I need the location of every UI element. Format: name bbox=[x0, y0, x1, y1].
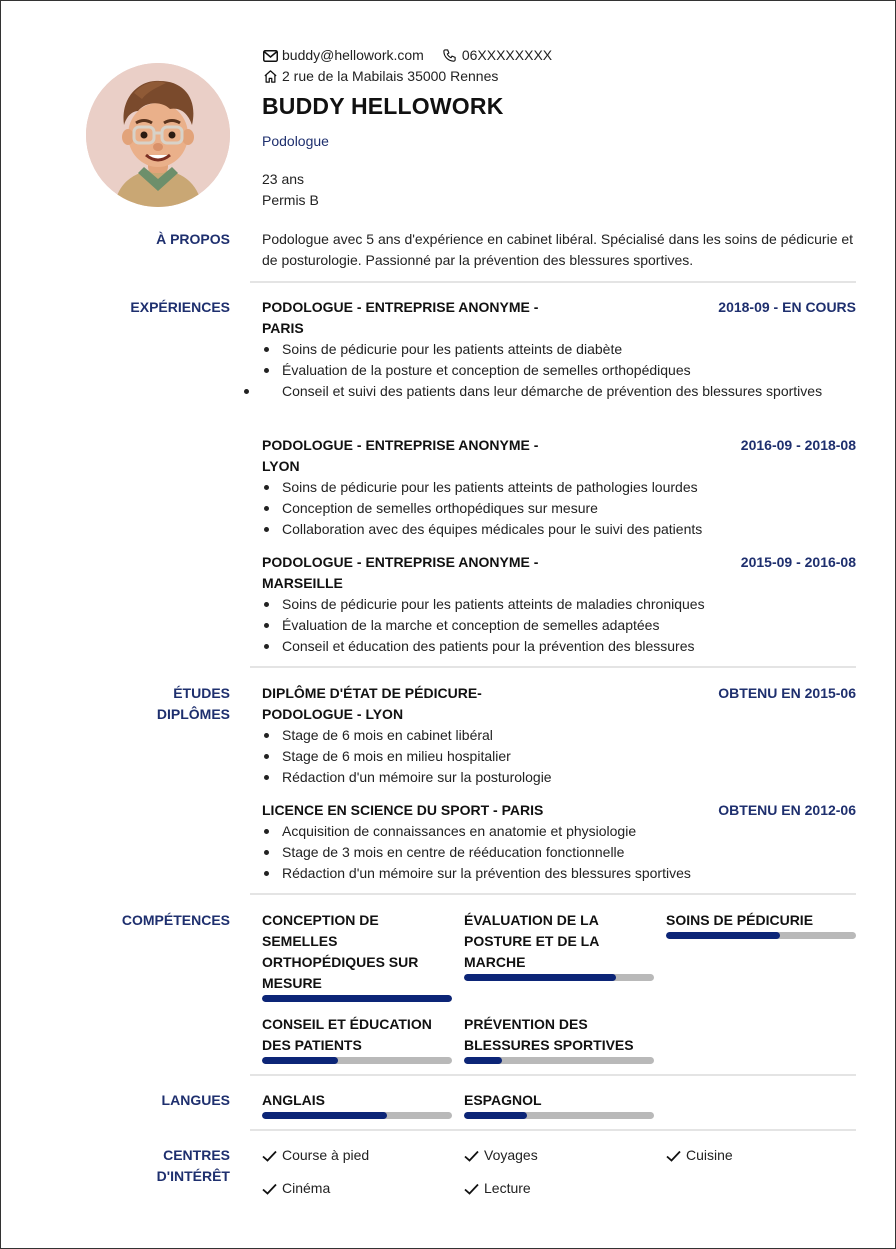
contact-row-primary bbox=[262, 45, 552, 66]
language-item bbox=[464, 1090, 654, 1119]
skill-name: PRÉVENTION DES BLESSURES SPORTIVES bbox=[464, 1016, 634, 1053]
education-entry bbox=[262, 683, 856, 788]
skill-bar bbox=[464, 1057, 654, 1064]
section-label-interests bbox=[60, 1145, 230, 1187]
email-link[interactable]: buddy@hellowork.com bbox=[282, 47, 424, 63]
interest-label: Course à pied bbox=[282, 1147, 370, 1163]
language-bar bbox=[464, 1112, 654, 1119]
interest-item bbox=[262, 1178, 330, 1199]
check-icon bbox=[464, 1150, 479, 1162]
divider bbox=[250, 666, 856, 668]
education-bullets bbox=[262, 821, 856, 884]
bullet-item: Conception de semelles orthopédiques sur mesure bbox=[282, 498, 856, 519]
skill-bar bbox=[666, 932, 856, 939]
experience-date: 2016-09 - 2018-08 bbox=[740, 437, 856, 453]
language-bar-fill bbox=[262, 1112, 387, 1119]
candidate-name: BUDDY HELLOWORK bbox=[262, 93, 504, 119]
section-label-languages: LANGUES bbox=[161, 1092, 230, 1108]
interest-label: Cinéma bbox=[282, 1180, 331, 1196]
section-label-education-line1: ÉTUDES bbox=[173, 685, 230, 701]
bullet-item: Conseil et éducation des patients pour la prévention des blessures bbox=[282, 636, 856, 657]
interest-label: Voyages bbox=[484, 1147, 538, 1163]
skill-name: CONCEPTION DE SEMELLES ORTHOPÉDIQUES SUR MESURE bbox=[262, 912, 419, 991]
skill-bar-fill bbox=[262, 995, 452, 1002]
skill-bar bbox=[262, 1057, 452, 1064]
bullet-item: Conseil et suivi des patients dans leur démarche de prévention des blessures sportives bbox=[262, 381, 856, 402]
skill-item bbox=[464, 910, 654, 981]
skill-name: ÉVALUATION DE LA POSTURE ET DE LA MARCHE bbox=[464, 912, 599, 970]
divider bbox=[250, 1074, 856, 1076]
interest-item bbox=[464, 1178, 531, 1199]
phone-icon bbox=[442, 48, 458, 64]
section-label-about: À PROPOS bbox=[156, 231, 230, 247]
experience-entry bbox=[262, 552, 856, 657]
bullet-item: Évaluation de la marche et conception de semelles adaptées bbox=[282, 615, 856, 636]
job-title: Podologue bbox=[262, 133, 329, 149]
language-name: ESPAGNOL bbox=[464, 1092, 542, 1108]
bullet-item: Collaboration avec des équipes médicales pour le suivi des patients bbox=[282, 519, 856, 540]
avatar bbox=[86, 63, 230, 207]
skill-name: SOINS DE PÉDICURIE bbox=[666, 912, 814, 928]
section-label-interests-line1: CENTRES bbox=[163, 1147, 230, 1163]
address-text: 2 rue de la Mabilais 35000 Rennes bbox=[282, 68, 499, 84]
interest-label: Cuisine bbox=[686, 1147, 733, 1163]
interest-item bbox=[262, 1145, 369, 1166]
check-icon bbox=[262, 1183, 277, 1195]
skill-bar-fill bbox=[464, 1057, 502, 1064]
language-bar bbox=[262, 1112, 452, 1119]
section-label-education bbox=[60, 683, 230, 725]
experience-title: PODOLOGUE - ENTREPRISE ANONYME - MARSEILLE bbox=[262, 554, 539, 591]
education-bullets bbox=[262, 725, 856, 788]
experience-entry bbox=[262, 435, 856, 540]
experience-title: PODOLOGUE - ENTREPRISE ANONYME - LYON bbox=[262, 437, 539, 474]
about-text: Podologue avec 5 ans d'expérience en cabinet libéral. Spécialisé dans les soins de pédicurie et de posturologie. Passionné par la prévention des blessures sportives. bbox=[262, 231, 854, 268]
phone-link[interactable]: 06XXXXXXXX bbox=[461, 47, 553, 63]
language-item bbox=[262, 1090, 452, 1119]
age-text: 23 ans bbox=[262, 171, 305, 187]
experience-date: 2018-09 - EN COURS bbox=[718, 299, 856, 315]
bullet-item: Acquisition de connaissances en anatomie et physiologie bbox=[282, 821, 856, 842]
contact-block bbox=[262, 45, 552, 87]
divider bbox=[250, 893, 856, 895]
education-entry bbox=[262, 800, 856, 884]
experience-entry bbox=[262, 297, 856, 402]
section-label-education-line2: DIPLÔMES bbox=[156, 706, 230, 722]
language-name: ANGLAIS bbox=[262, 1092, 325, 1108]
check-icon bbox=[262, 1150, 277, 1162]
education-title: DIPLÔME D'ÉTAT DE PÉDICURE-PODOLOGUE - LYON bbox=[262, 685, 482, 722]
license-text: Permis B bbox=[262, 192, 319, 208]
experience-title: PODOLOGUE - ENTREPRISE ANONYME - PARIS bbox=[262, 299, 539, 336]
experience-bullets bbox=[262, 477, 856, 540]
section-label-interests-line2: D'INTÉRÊT bbox=[156, 1168, 230, 1184]
bullet-item: Rédaction d'un mémoire sur la posturologie bbox=[282, 767, 856, 788]
skill-bar-fill bbox=[666, 932, 780, 939]
experience-date: 2015-09 - 2016-08 bbox=[740, 554, 856, 570]
mail-icon bbox=[262, 48, 278, 64]
experience-bullets bbox=[262, 594, 856, 657]
check-icon bbox=[666, 1150, 681, 1162]
avatar-illustration bbox=[86, 63, 230, 207]
phone-item bbox=[442, 45, 552, 66]
divider bbox=[250, 281, 856, 283]
bullet-item: Évaluation de la posture et conception de semelles orthopédiques bbox=[282, 360, 856, 381]
interest-item bbox=[464, 1145, 538, 1166]
interest-item bbox=[666, 1145, 733, 1166]
section-label-experiences: EXPÉRIENCES bbox=[130, 299, 230, 315]
experience-bullets bbox=[262, 339, 856, 402]
skill-bar bbox=[262, 995, 452, 1002]
home-icon bbox=[262, 69, 278, 85]
interest-label: Lecture bbox=[484, 1180, 531, 1196]
divider bbox=[250, 1129, 856, 1131]
skill-bar-fill bbox=[262, 1057, 338, 1064]
skill-item bbox=[262, 1014, 452, 1064]
bullet-item: Rédaction d'un mémoire sur la prévention des blessures sportives bbox=[282, 863, 856, 884]
check-icon bbox=[464, 1183, 479, 1195]
language-bar-fill bbox=[464, 1112, 527, 1119]
skill-name: CONSEIL ET ÉDUCATION DES PATIENTS bbox=[262, 1016, 432, 1053]
skill-bar-fill bbox=[464, 974, 616, 981]
education-date: OBTENU EN 2015-06 bbox=[718, 685, 856, 701]
bullet-item: Soins de pédicurie pour les patients atteints de maladies chroniques bbox=[282, 594, 856, 615]
skill-item bbox=[262, 910, 452, 1002]
skill-item bbox=[464, 1014, 654, 1064]
education-date: OBTENU EN 2012-06 bbox=[718, 802, 856, 818]
bullet-item: Stage de 3 mois en centre de rééducation fonctionnelle bbox=[282, 842, 856, 863]
education-title: LICENCE EN SCIENCE DU SPORT - PARIS bbox=[262, 802, 544, 818]
bullet-item: Stage de 6 mois en cabinet libéral bbox=[282, 725, 856, 746]
bullet-item: Stage de 6 mois en milieu hospitalier bbox=[282, 746, 856, 767]
contact-row-address bbox=[262, 66, 552, 87]
section-label-skills: COMPÉTENCES bbox=[121, 912, 230, 928]
bullet-item: Soins de pédicurie pour les patients atteints de pathologies lourdes bbox=[282, 477, 856, 498]
bullet-item: Soins de pédicurie pour les patients atteints de diabète bbox=[282, 339, 856, 360]
skill-bar bbox=[464, 974, 654, 981]
skill-item bbox=[666, 910, 856, 939]
